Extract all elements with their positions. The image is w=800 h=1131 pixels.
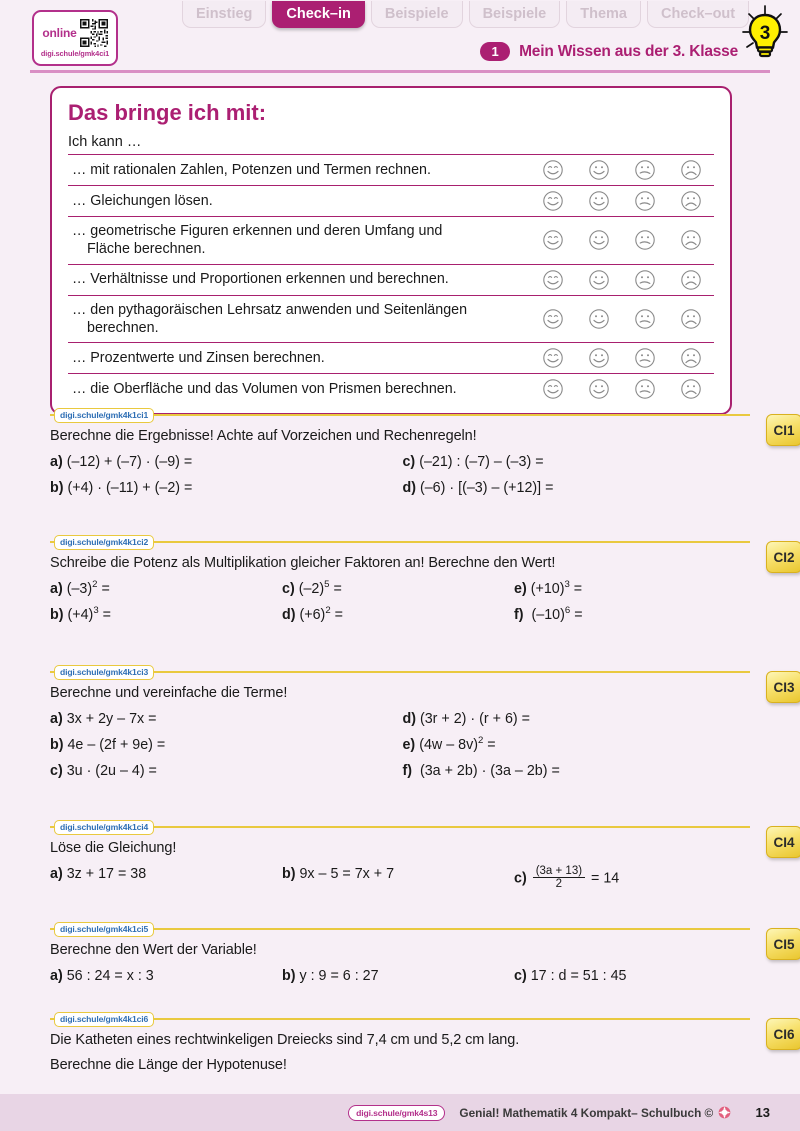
exercise-row: [50, 480, 750, 496]
checklist-row: [68, 374, 714, 405]
checklist-card: [50, 86, 732, 415]
item-letter: a): [50, 866, 63, 882]
item-letter: c): [50, 763, 63, 779]
checklist-item-label-line2: berechnen.: [87, 319, 159, 336]
checklist-item-label: … Prozentwerte und Zinsen berechnen.: [72, 350, 325, 367]
item-text: 3u · (2u – 4) =: [66, 763, 157, 779]
item-letter: c): [282, 581, 295, 597]
exercise-item: [50, 737, 402, 753]
item-tail: = 14: [587, 870, 620, 887]
rating-cell[interactable]: [668, 217, 714, 265]
exercise-item: [50, 607, 282, 623]
item-letter: f): [402, 763, 413, 779]
checklist-item-label-line2: Fläche berechnen.: [87, 241, 206, 258]
exercise-prompt-2: Berechne die Länge der Hypotenuse!: [50, 1057, 287, 1073]
rating-cell[interactable]: [668, 343, 714, 374]
page-footer: [0, 1094, 800, 1131]
checklist-title: Das bringe ich mit:: [68, 100, 267, 125]
checklist-item-label: … Verhältnisse und Proportionen erkennen und berechnen.: [72, 271, 449, 288]
exercise-rule: [50, 928, 750, 930]
tab-beispiele-2[interactable]: Beispiele: [469, 1, 561, 28]
power-base: (–3): [66, 581, 93, 597]
item-tail: =: [330, 607, 343, 623]
exercise-item: [50, 581, 282, 597]
rating-cell[interactable]: [622, 343, 668, 374]
tab-check-out[interactable]: Check–out: [647, 1, 749, 28]
power-exponent: 2: [477, 735, 484, 747]
neutral-face-icon[interactable]: [634, 347, 656, 369]
exercise-item: [50, 711, 402, 727]
checklist-table: [68, 154, 714, 404]
item-text: 9x – 5 = 7x + 7: [299, 866, 395, 882]
tab-check-in[interactable]: Check–in: [272, 1, 364, 28]
item-text: (–21) : (–7) – (–3) =: [419, 454, 544, 470]
happy-face-icon[interactable]: [588, 229, 610, 251]
exercise-item: [50, 454, 402, 470]
exercise-item: [402, 454, 750, 470]
exercise-prompt: Löse die Gleichung!: [50, 840, 177, 856]
qr-url-label: digi.schule/gmk4ci1: [40, 48, 110, 58]
item-text: 3z + 17 = 38: [66, 866, 147, 882]
exercise-item: [402, 737, 750, 753]
item-letter: b): [50, 737, 64, 753]
exercise-item: [282, 968, 514, 984]
happy-face-icon[interactable]: [588, 308, 610, 330]
exercise-rule: [50, 826, 750, 828]
checklist-row: [68, 155, 714, 186]
power-base: (+10): [530, 581, 565, 597]
exercise-item: [50, 763, 402, 779]
exercise-item: [50, 968, 282, 984]
rating-cell[interactable]: [622, 264, 668, 295]
exercise-items: [50, 454, 750, 496]
sad-face-icon[interactable]: [680, 229, 702, 251]
fraction-numerator: (3a + 13): [535, 865, 583, 877]
sad-face-icon[interactable]: [680, 159, 702, 181]
exercise-prompt: Schreibe die Potenz als Multiplikation gleicher Faktoren an! Berechne den Wert!: [50, 555, 556, 571]
rating-cell[interactable]: [576, 295, 622, 343]
publisher-logo-icon: [718, 1106, 731, 1119]
item-text: 3x + 2y – 7x =: [66, 711, 157, 727]
item-text: 56 : 24 = x : 3: [66, 968, 154, 984]
rating-cell[interactable]: [622, 374, 668, 405]
exercise-rule: [50, 1018, 750, 1020]
checklist-item-label: … die Oberfläche und das Volumen von Prismen berechnen.: [72, 381, 457, 398]
tab-einstieg[interactable]: Einstieg: [182, 1, 266, 28]
header-divider: [30, 70, 770, 73]
sad-face-icon[interactable]: [680, 347, 702, 369]
very-happy-face-icon[interactable]: [542, 378, 564, 400]
checklist-row: [68, 343, 714, 374]
exercise-prompt: Berechne die Ergebnisse! Achte auf Vorzeichen und Rechenregeln!: [50, 428, 477, 444]
exercise-rule: [50, 414, 750, 416]
item-letter: a): [50, 711, 63, 727]
sad-face-icon[interactable]: [680, 308, 702, 330]
online-label: online: [42, 25, 77, 40]
very-happy-face-icon[interactable]: [542, 159, 564, 181]
rating-cell[interactable]: [668, 186, 714, 217]
sad-face-icon[interactable]: [680, 378, 702, 400]
digi-schule-tag[interactable]: digi.schule/gmk4k1ci2: [54, 535, 154, 550]
rating-cell[interactable]: [668, 295, 714, 343]
exercise-item: [514, 968, 746, 984]
rating-cell[interactable]: [576, 217, 622, 265]
rating-cell[interactable]: [668, 264, 714, 295]
exercise-badge[interactable]: CI6: [766, 1018, 800, 1050]
very-happy-face-icon[interactable]: [542, 308, 564, 330]
power-base: (4w – 8v): [419, 737, 478, 753]
rating-cell[interactable]: [668, 374, 714, 405]
rating-cell[interactable]: [576, 343, 622, 374]
bulb-number: 3: [759, 23, 771, 44]
footer-digi-tag[interactable]: digi.schule/gmk4s13: [348, 1105, 445, 1121]
checklist-row: [68, 264, 714, 295]
item-text: (–12) + (–7) · (–9) =: [66, 454, 193, 470]
exercise-item: [282, 581, 514, 597]
exercise-block: [50, 922, 795, 994]
exercise-item: [402, 480, 750, 496]
item-letter: b): [50, 607, 64, 623]
item-letter: b): [282, 968, 296, 984]
item-tail: =: [569, 581, 583, 597]
power-exponent: 2: [92, 579, 98, 591]
exercise-row: [50, 607, 750, 623]
item-letter: b): [50, 480, 64, 496]
exercise-item: [402, 711, 750, 727]
qr-row: [42, 19, 107, 47]
qr-code-icon: [80, 19, 108, 47]
rating-cell[interactable]: [622, 186, 668, 217]
checklist-item-label: … den pythagoräischen Lehrsatz anwenden und Seitenlängen berechnen.: [68, 295, 530, 343]
checklist-row: [68, 295, 714, 343]
exercise-row: [50, 711, 750, 727]
exercise-row: [50, 968, 750, 984]
very-happy-face-icon[interactable]: [542, 347, 564, 369]
item-letter: d): [282, 607, 296, 623]
checklist-item-label: … mit rationalen Zahlen, Potenzen und Termen rechnen.: [72, 161, 431, 178]
neutral-face-icon[interactable]: [634, 159, 656, 181]
rating-cell[interactable]: [668, 155, 714, 186]
checklist-item-label: … geometrische Figuren erkennen und deren Umfang und Fläche berechnen.: [68, 217, 530, 265]
rating-cell[interactable]: [576, 374, 622, 405]
sad-face-icon[interactable]: [680, 190, 702, 212]
exercise-item: [514, 866, 746, 891]
checklist-row: [68, 217, 714, 265]
exercise-item: [514, 607, 746, 623]
rating-cell[interactable]: [530, 264, 576, 295]
checklist-subtitle: Ich kann …: [68, 134, 142, 150]
item-text: (–6) · [(–3) – (+12)] =: [419, 480, 554, 496]
item-text: (3a + 2b) · (3a – 2b) =: [416, 763, 560, 779]
exercise-badge[interactable]: CI1: [766, 414, 800, 446]
digi-schule-tag[interactable]: digi.schule/gmk4k1ci1: [54, 408, 154, 423]
exercise-badge[interactable]: CI2: [766, 541, 800, 573]
power-exponent: 3: [93, 605, 99, 617]
exercise-badge[interactable]: CI5: [766, 928, 800, 960]
exercise-item: [50, 866, 282, 891]
exercise-prompt: Berechne und vereinfache die Terme!: [50, 685, 288, 701]
power-exponent: 3: [564, 579, 570, 591]
exercise-item: [50, 480, 402, 496]
exercise-rule: [50, 671, 750, 673]
fraction: [533, 865, 585, 890]
exercise-row: [50, 454, 750, 470]
digi-schule-tag[interactable]: digi.schule/gmk4k1ci6: [54, 1012, 154, 1027]
exercise-badge[interactable]: CI4: [766, 826, 800, 858]
item-text: y : 9 = 6 : 27: [299, 968, 379, 984]
exercise-items: [50, 968, 750, 984]
exercise-block: [50, 820, 795, 901]
digi-schule-tag[interactable]: digi.schule/gmk4k1ci5: [54, 922, 154, 937]
happy-face-icon[interactable]: [588, 159, 610, 181]
item-tail: =: [97, 581, 110, 597]
rating-cell[interactable]: [576, 155, 622, 186]
item-tail: =: [329, 581, 342, 597]
very-happy-face-icon[interactable]: [542, 190, 564, 212]
footer-copyright: [459, 1106, 731, 1120]
online-qr-box[interactable]: [32, 10, 118, 66]
exercise-block: [50, 535, 795, 633]
exercise-block: [50, 665, 795, 789]
item-letter: c): [514, 870, 527, 887]
neutral-face-icon[interactable]: [634, 229, 656, 251]
item-text: (+4) · (–11) + (–2) =: [67, 480, 193, 496]
item-letter: e): [514, 581, 527, 597]
exercise-row: [50, 866, 750, 891]
power-exponent: 6: [564, 605, 571, 617]
exercise-item: [282, 866, 514, 891]
exercise-item: [514, 581, 746, 597]
power-base: (–10): [527, 607, 565, 623]
chapter-tabs: [182, 1, 749, 28]
item-letter: e): [402, 737, 416, 753]
rating-cell[interactable]: [530, 155, 576, 186]
neutral-face-icon[interactable]: [634, 190, 656, 212]
item-letter: a): [50, 581, 63, 597]
tab-thema[interactable]: Thema: [566, 1, 641, 28]
checklist-row: [68, 186, 714, 217]
rating-cell[interactable]: [622, 217, 668, 265]
very-happy-face-icon[interactable]: [542, 229, 564, 251]
page-header: [0, 0, 800, 78]
sad-face-icon[interactable]: [680, 269, 702, 291]
item-text: (3r + 2) · (r + 6) =: [419, 711, 531, 727]
power-exponent: 5: [324, 579, 330, 591]
exercise-rule: [50, 541, 750, 543]
exercise-item: [282, 607, 514, 623]
rating-cell[interactable]: [622, 295, 668, 343]
exercise-items: [50, 866, 750, 891]
checklist-item-label: … Gleichungen lösen.: [72, 192, 213, 209]
item-tail: =: [570, 607, 583, 623]
lightbulb-icon: [734, 2, 796, 64]
rating-cell[interactable]: [576, 264, 622, 295]
item-letter: a): [50, 454, 63, 470]
chapter-number-badge: 1: [480, 42, 510, 61]
item-text: 17 : d = 51 : 45: [530, 968, 627, 984]
neutral-face-icon[interactable]: [634, 378, 656, 400]
item-tail: =: [483, 737, 496, 753]
exercise-block: [50, 1012, 795, 1073]
item-letter: f): [514, 607, 524, 623]
rating-cell[interactable]: [530, 186, 576, 217]
exercise-row: [50, 737, 750, 753]
item-tail: =: [98, 607, 111, 623]
exercise-prompt: Berechne den Wert der Variable!: [50, 942, 257, 958]
item-letter: c): [402, 454, 416, 470]
very-happy-face-icon[interactable]: [542, 269, 564, 291]
item-letter: c): [514, 968, 527, 984]
page-number: 13: [755, 1105, 770, 1120]
neutral-face-icon[interactable]: [634, 308, 656, 330]
rating-cell[interactable]: [622, 155, 668, 186]
fraction-denominator: 2: [533, 877, 585, 890]
item-letter: d): [402, 480, 416, 496]
page-title: Mein Wissen aus der 3. Klasse: [519, 42, 738, 60]
item-letter: a): [50, 968, 63, 984]
happy-face-icon[interactable]: [588, 190, 610, 212]
digi-schule-tag[interactable]: digi.schule/gmk4k1ci4: [54, 820, 154, 835]
rating-cell[interactable]: [530, 295, 576, 343]
item-letter: b): [282, 866, 296, 882]
rating-cell[interactable]: [530, 217, 576, 265]
exercise-row: [50, 581, 750, 597]
rating-cell[interactable]: [530, 374, 576, 405]
exercise-prompt: Die Katheten eines rechtwinkeligen Dreiecks sind 7,4 cm und 5,2 cm lang.: [50, 1032, 520, 1048]
exercise-row: [50, 763, 750, 779]
happy-face-icon[interactable]: [588, 347, 610, 369]
footer-copyright-text: Genial! Mathematik 4 Kompakt– Schulbuch ©: [459, 1105, 714, 1120]
power-base: (–2): [298, 581, 325, 597]
power-exponent: 2: [325, 605, 331, 617]
neutral-face-icon[interactable]: [634, 269, 656, 291]
exercise-block: [50, 408, 795, 506]
item-text: 4e – (2f + 9e) =: [67, 737, 166, 753]
happy-face-icon[interactable]: [588, 269, 610, 291]
exercise-items: [50, 581, 750, 623]
chapter-heading: [480, 42, 738, 61]
happy-face-icon[interactable]: [588, 378, 610, 400]
power-base: (+4): [67, 607, 94, 623]
power-base: (+6): [299, 607, 326, 623]
tab-beispiele-1[interactable]: Beispiele: [371, 1, 463, 28]
rating-cell[interactable]: [576, 186, 622, 217]
digi-schule-tag[interactable]: digi.schule/gmk4k1ci3: [54, 665, 154, 680]
item-letter: d): [402, 711, 416, 727]
exercise-badge[interactable]: CI3: [766, 671, 800, 703]
exercise-item: [402, 763, 750, 779]
rating-cell[interactable]: [530, 343, 576, 374]
exercise-items: [50, 711, 750, 779]
